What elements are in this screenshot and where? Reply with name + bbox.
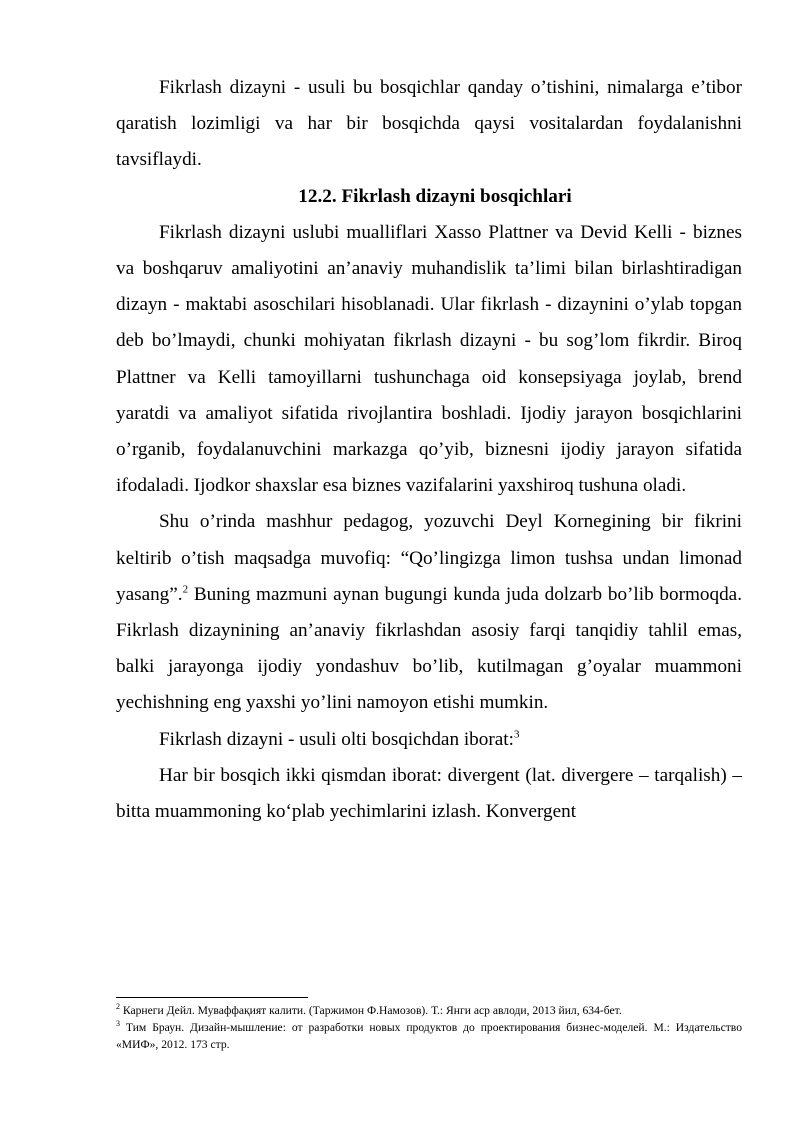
stages-text: Fikrlash dizayni - usuli olti bosqichdan iborat:: [159, 728, 514, 750]
footnote-text: Карнеги Дейл. Муваффақият калити. (Таржимон Ф.Намозов). Т.: Янги аср авлоди, 2013 йил, 634-бет.: [120, 1004, 622, 1017]
footnote-text: Тим Браун. Дизайн-мышление: от разработки новых продуктов до проектирования бизнес-моделей. М.: Издательство «МИФ», 2012. 173 стр.: [116, 1020, 742, 1051]
footnote-ref-3[interactable]: 3: [513, 728, 520, 741]
footnote-mark: 2: [116, 1002, 120, 1012]
footnote-ref-2[interactable]: 2: [182, 583, 189, 596]
footnote-2: [116, 1003, 742, 1020]
footnotes: [116, 1003, 742, 1053]
footnote-mark: 3: [116, 1018, 120, 1028]
main-text: [116, 70, 742, 830]
paragraph-divergent: Har bir bosqich ikki qismdan iborat: divergent (lat. divergere – tarqalish) – bitta muammoning ko‘plab yechimlarini izlash. Konvergent: [116, 764, 742, 823]
footnote-separator: [116, 997, 308, 998]
section-heading: 12.2. Fikrlash dizayni bosqichlari: [298, 185, 572, 207]
paragraph-quote: [116, 504, 742, 721]
quote-continuation: Buning mazmuni aynan bugungi kunda juda dolzarb bo’lib bormoqda. Fikrlash dizaynining an’anaviy fikrlashdan asosiy farqi tanqidiy tahlil emas, balki jarayonga ijodiy yondashuv bo’lib, kutilmagan g’oyalar muammoni yechishning eng yaxshi yo’lini namoyon etishi mumkin.: [116, 583, 742, 714]
paragraph-stages: [116, 722, 742, 758]
footnote-3: [116, 1020, 742, 1054]
paragraph-intro: Fikrlash dizayni - usuli bu bosqichlar qanday o’tishini, nimalarga e’tibor qaratish lozimligi va har bir bosqichda qaysi vositalardan foydalanishni tavsiflaydi.: [116, 77, 742, 171]
paragraph-authors: Fikrlash dizayni uslubi mualliflari Xasso Plattner va Devid Kelli - biznes va boshqaruv amaliyotini an’anaviy muhandislik ta’limi bilan birlashtiradigan dizayn - maktabi asoschilari hisoblanadi. Ular fikrlash - dizaynini o’ylab topgan deb bo’lmaydi, chunki mohiyatan fikrlash dizayni - bu sog’lom fikrdir. Biroq Plattner va Kelli tamoyillarni tushunchaga oid konsepsiyaga joylab, brend yaratdi va amaliyot sifatida rivojlantira boshladi. Ijodiy jarayon bosqichlarini o’rganib, foydalanuvchini markazga qo’yib, biznesni ijodiy jarayon sifatida ifodaladi. Ijodkor shaxslar esa biznes vazifalarini yaxshiroq tushuna oladi.: [116, 221, 742, 497]
quote-text: Shu o’rinda mashhur pedagog, yozuvchi Deyl Kornegining bir fikrini keltirib o’tish maqsadga muvofiq: “Qo’lingizga limon tushsa undan limonad yasang”.: [116, 511, 742, 605]
